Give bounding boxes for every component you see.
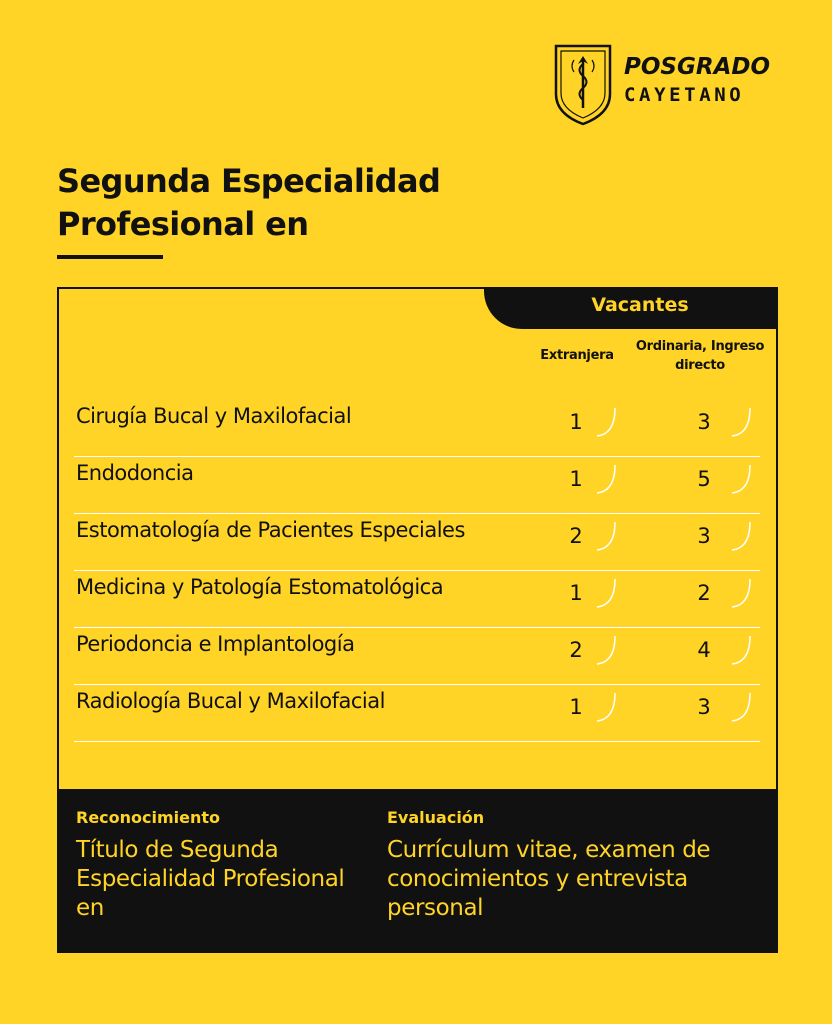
table-row xyxy=(74,514,760,571)
column-header-extranjera: Extranjera xyxy=(540,348,614,363)
specialty-name: Cirugía Bucal y Maxilofacial xyxy=(76,404,352,428)
specialty-name: Estomatología de Pacientes Especiales xyxy=(76,518,465,542)
page-title: Segunda Especialidad Profesional en xyxy=(57,162,441,243)
recognition-text: Título de Segunda Especialidad Profesional en xyxy=(76,837,345,921)
specialty-name: Endodoncia xyxy=(76,461,194,485)
vacantes-label: Vacantes xyxy=(591,294,689,316)
arc-decoration-icon xyxy=(595,463,617,495)
arc-decoration-icon xyxy=(730,406,752,438)
arc-decoration-icon xyxy=(595,520,617,552)
vacancies-ordinaria: 2 xyxy=(697,581,711,605)
arc-decoration-icon xyxy=(595,577,617,609)
arc-decoration-icon xyxy=(730,634,752,666)
brand-posgrado: POSGRADO xyxy=(624,54,771,80)
column-header-ordinaria: Ordinaria, Ingreso directo xyxy=(635,339,765,373)
university-seal-icon xyxy=(552,42,614,126)
arc-decoration-icon xyxy=(730,520,752,552)
table-row xyxy=(74,628,760,685)
arc-decoration-icon xyxy=(595,634,617,666)
arc-decoration-icon xyxy=(730,463,752,495)
vacancies-ordinaria: 3 xyxy=(697,524,711,548)
arc-decoration-icon xyxy=(595,691,617,723)
vacancies-extranjera: 1 xyxy=(569,581,583,605)
vacancies-extranjera: 2 xyxy=(569,638,583,662)
arc-decoration-icon xyxy=(595,406,617,438)
evaluation-text: Currículum vitae, examen de conocimientos y entrevista personal xyxy=(387,837,711,921)
vacancies-ordinaria: 3 xyxy=(697,695,711,719)
vacancies-ordinaria: 4 xyxy=(697,638,711,662)
posgrado-cayetano-logo xyxy=(552,42,802,126)
table-row xyxy=(74,571,760,628)
specialty-name: Periodoncia e Implantología xyxy=(76,632,355,656)
brand-cayetano: CAYETANO xyxy=(624,84,745,106)
vacancies-ordinaria: 5 xyxy=(697,467,711,491)
specialty-name: Radiología Bucal y Maxilofacial xyxy=(76,689,385,713)
vacancies-extranjera: 2 xyxy=(569,524,583,548)
recognition-label: Reconocimiento xyxy=(76,808,221,827)
vacancies-extranjera: 1 xyxy=(569,467,583,491)
row-divider xyxy=(74,741,760,743)
arc-decoration-icon xyxy=(730,691,752,723)
title-underline xyxy=(57,255,163,259)
arc-decoration-icon xyxy=(730,577,752,609)
table-row xyxy=(74,400,760,457)
evaluation-label: Evaluación xyxy=(387,808,485,827)
vacancies-extranjera: 1 xyxy=(569,410,583,434)
specialty-name: Medicina y Patología Estomatológica xyxy=(76,575,444,599)
table-row xyxy=(74,457,760,514)
vacancies-extranjera: 1 xyxy=(569,695,583,719)
vacancies-ordinaria: 3 xyxy=(697,410,711,434)
table-row xyxy=(74,685,760,742)
